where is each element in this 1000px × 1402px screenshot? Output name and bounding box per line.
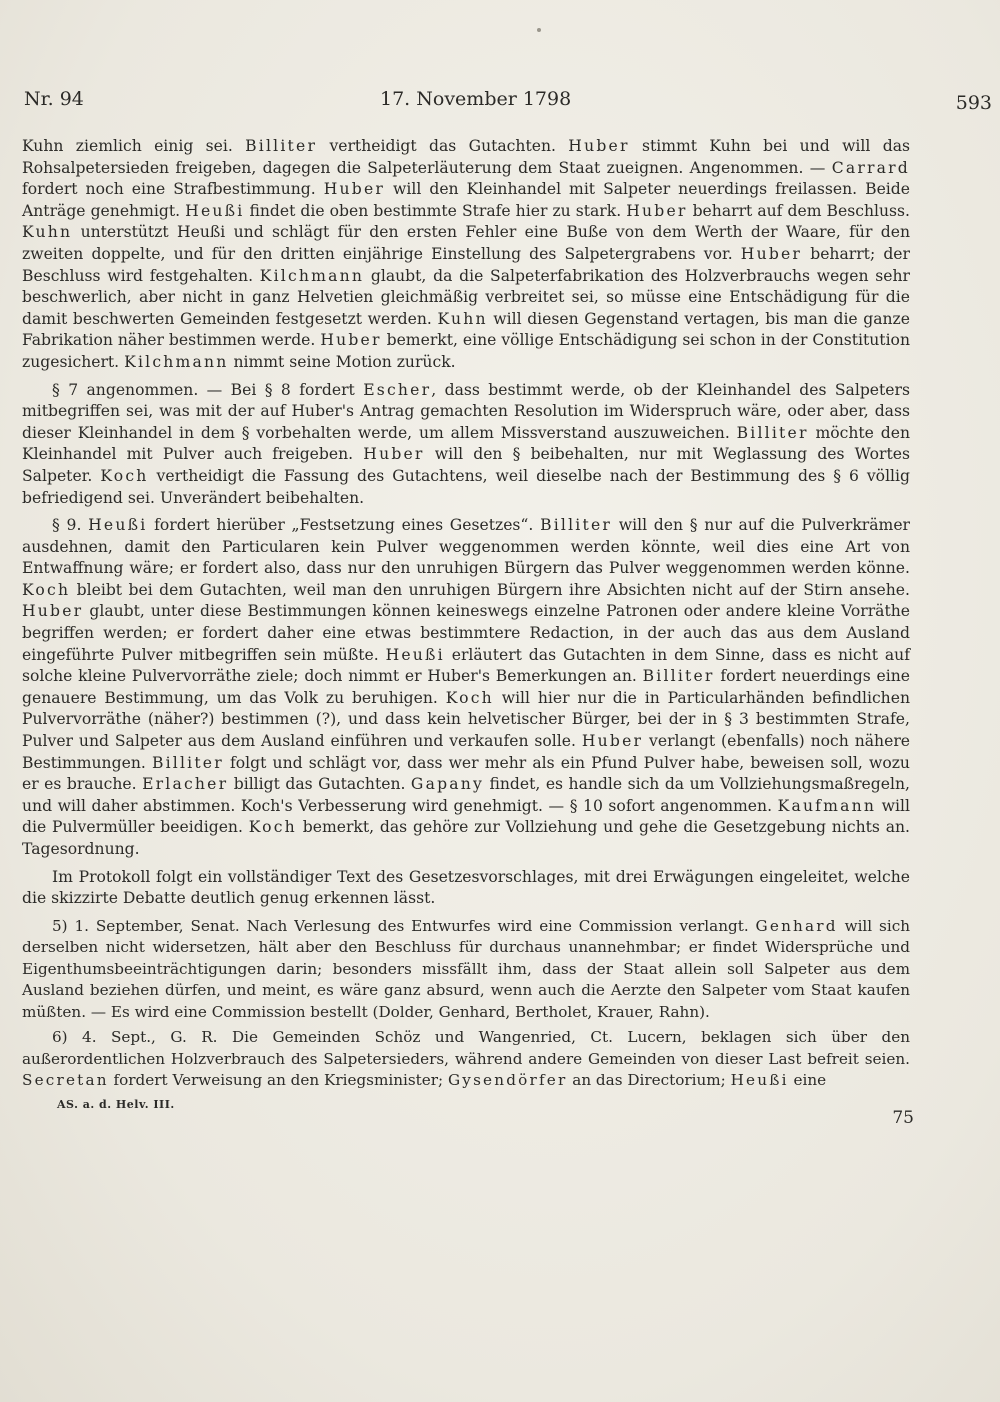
speaker-name: Billiter bbox=[540, 516, 613, 535]
footnote bbox=[22, 916, 910, 1024]
ink-speck bbox=[537, 28, 541, 32]
speaker-name: Huber bbox=[320, 331, 382, 350]
text-run: stimmt Kuhn bei und will das Rohsalpetersieden freigeben, dagegen die Salpeterläuterung dem Staat zueignen. Angenommen. — bbox=[22, 137, 910, 177]
text-run: 5) 1. September, Senat. Nach Verlesung des Entwurfes wird eine Commission verlangt. bbox=[52, 916, 756, 935]
text-run: bemerkt, das gehöre zur Vollziehung und gehe die Gesetzgebung nichts an. Tagesordnung. bbox=[22, 818, 910, 858]
text-run: vertheidigt die Fassung des Gutachtens, weil dieselbe nach der Bestimmung des § 6 völlig befriedigend sei. Unverändert beibehalten. bbox=[22, 466, 911, 507]
text-run: fordert neuerdings eine genauere Bestimmung, um das Volk zu beruhigen. bbox=[22, 667, 910, 707]
text-run: unterstützt Heußi und schlägt für den ersten Fehler eine Buße von dem Werth der Waare, für den zweiten doppelte, und für den dritten einjährige Einstellung des Salpetergrabens vor. bbox=[22, 223, 910, 263]
speaker-name: Heußi bbox=[88, 516, 148, 535]
text-run: § 7 angenommen. — Bei § 8 fordert bbox=[52, 380, 364, 399]
speaker-name: Huber bbox=[581, 732, 644, 751]
footnotes bbox=[22, 916, 910, 1092]
text-run: erläutert das Gutachten in dem Sinne, dass es nicht auf solche kleine Pulvervorräthe ziele; doch nimmt er Huber's Bemerkungen an. bbox=[22, 645, 911, 686]
speaker-name: Kilchmann bbox=[259, 266, 365, 285]
speaker-name: Secretan bbox=[22, 1071, 109, 1090]
text-run: will hier nur die in Particularhänden befindlichen Pulvervorräthe (näher?) bestimmen (?), und dass kein helvetischer Bürger, bei der in § 3 bestimmten Strafe, Pulver und Salpeter aus dem Ausland einführen und verkaufen solle. bbox=[22, 688, 910, 751]
speaker-name: Carrard bbox=[831, 158, 910, 177]
speaker-name: Huber bbox=[363, 445, 425, 464]
sheet-number: 75 bbox=[892, 1107, 914, 1128]
text-run: folgt und schlägt vor, dass wer mehr als ein Pfund Pulver habe, beweisen soll, wozu er es brauche. bbox=[22, 753, 910, 794]
speaker-name: Heußi bbox=[185, 201, 245, 220]
text-run: will den § nur auf die Pulverkrämer ausdehnen, damit den Particularen kein Pulver weggenommen werden könnte, weil dies eine Art von Entwaffnung wäre; er fordert also, dass nur den unruhigen Bürgern das Pulver weggenommen werden könne. bbox=[22, 516, 910, 578]
text-run: billigt das Gutachten. bbox=[228, 775, 411, 794]
signature-mark: AS. a. d. Helv. III. bbox=[57, 1097, 175, 1111]
text-run: will den § beibehalten, nur mit Weglassung des Wortes Salpeter. bbox=[22, 445, 910, 485]
speaker-name: Kuhn bbox=[437, 309, 488, 328]
speaker-name: Escher bbox=[363, 380, 432, 399]
speaker-name: Heußi bbox=[385, 645, 445, 664]
text-run: bleibt bei dem Gutachten, weil man den unruhigen Bürgern ihre Absichten nicht auf der Stirn ansehe. bbox=[70, 580, 910, 599]
speaker-name: Koch bbox=[248, 818, 297, 837]
speaker-name: Gapany bbox=[410, 775, 485, 794]
speaker-name: Huber bbox=[568, 137, 630, 155]
speaker-name: Erlacher bbox=[142, 775, 229, 794]
text-run: § 9. bbox=[52, 516, 89, 535]
text-run: beharrt; der Beschluss wird festgehalten. bbox=[22, 244, 910, 285]
text-run: will sich derselben nicht widersetzen, hält aber den Beschluss für durchaus unannehmbar; er findet Widersprüche und Eigenthumsbeeinträchtigungen darin; besonders missfällt ihm, dass der Staat allein soll Salpeter aus dem Ausland beziehen dürfen, und meint, es wäre ganz absurd, wenn auch die Aerzte den Salpeter vom Staat kaufen müßten. — Es wird eine Commission bestellt (Dolder, Genhard, Bertholet, Krauer, Rahn). bbox=[22, 916, 910, 1021]
text-run: will die Pulvermüller beeidigen. bbox=[22, 796, 910, 837]
text-run: bemerkt, eine völlige Entschädigung sei schon in der Constitution zugesichert. bbox=[22, 331, 910, 371]
text-run: beharrt auf dem Beschluss. bbox=[687, 201, 911, 220]
speaker-name: Billiter bbox=[151, 753, 224, 772]
page-number: 593 bbox=[955, 92, 992, 114]
text-run: will diesen Gegenstand vertagen, bis man die ganze Fabrikation näher bestimmen werde. bbox=[22, 309, 911, 350]
text-run: an das Directorium; bbox=[567, 1071, 731, 1090]
speaker-name: Kilchmann bbox=[124, 352, 229, 371]
running-header bbox=[22, 88, 992, 118]
footnote bbox=[22, 1027, 910, 1092]
text-run: Kuhn ziemlich einig sei. bbox=[22, 137, 246, 155]
body-text bbox=[22, 136, 910, 910]
text-run: , dass bestimmt werde, ob der Kleinhandel des Salpeters mitbegriffen sei, was mit der auf Huber's Antrag gemachten Resolution im Widerspruch wäre, oder aber, dass dieser Kleinhandel in dem § vorbehalten werde, um allem Missverstand auszuweichen. bbox=[22, 380, 910, 442]
paragraph bbox=[22, 515, 910, 861]
document-number: Nr. 94 bbox=[24, 88, 84, 110]
text-run: glaubt, da die Salpeterfabrikation des Holzverbrauchs wegen sehr beschwerlich, aber nicht in ganz Helvetien gleichmäßig verbreitet sei, so müsse eine Entschädigung für die damit beschwerten Gemeinden festgesetzt werden. bbox=[22, 266, 911, 328]
text-run: fordert noch eine Strafbestimmung. bbox=[22, 180, 324, 199]
text-run: nimmt seine Motion zurück. bbox=[228, 352, 456, 371]
speaker-name: Heußi bbox=[730, 1071, 789, 1090]
speaker-name: Huber bbox=[740, 244, 803, 263]
speaker-name: Gysendörfer bbox=[447, 1071, 568, 1090]
speaker-name: Koch bbox=[22, 580, 71, 599]
speaker-name: Huber bbox=[626, 201, 688, 220]
speaker-name: Huber bbox=[323, 180, 386, 199]
text-run: Im Protokoll folgt ein vollständiger Text des Gesetzesvorschlages, mit drei Erwägungen eingeleitet, welche die skizzirte Debatte deutlich genug erkennen lässt. bbox=[22, 867, 910, 908]
speaker-name: Huber bbox=[22, 602, 84, 621]
speaker-name: Koch bbox=[445, 688, 494, 707]
text-run: will den Kleinhandel mit Salpeter neuerdings freilassen. Beide Anträge genehmigt. bbox=[22, 180, 910, 220]
text-run: fordert hierüber „Festsetzung eines Gesetzes“. bbox=[147, 516, 541, 535]
speaker-name: Kaufmann bbox=[777, 796, 877, 815]
text-run: vertheidigt das Gutachten. bbox=[317, 137, 569, 155]
text-run: eine bbox=[788, 1071, 827, 1090]
page-footer bbox=[22, 1097, 914, 1138]
paragraph bbox=[22, 136, 910, 374]
paragraph bbox=[22, 867, 910, 910]
text-run: findet die oben bestimmte Strafe hier zu stark. bbox=[244, 201, 627, 220]
text-run: findet, es handle sich da um Vollziehungsmaßregeln, und will daher abstimmen. Koch's Verbesserung wird genehmigt. — § 10 sofort angenommen. bbox=[22, 775, 910, 815]
speaker-name: Kuhn bbox=[22, 223, 73, 242]
speaker-name: Billiter bbox=[736, 423, 809, 442]
text-run: 6) 4. Sept., G. R. Die Gemeinden Schöz und Wangenried, Ct. Lucern, beklagen sich über den außerordentlichen Holzverbrauch des Salpetersieders, während andere Gemeinden von dieser Last befreit seien. bbox=[22, 1028, 910, 1068]
speaker-name: Koch bbox=[100, 466, 149, 485]
text-run: möchte den Kleinhandel mit Pulver auch freigeben. bbox=[22, 423, 910, 464]
text-run: glaubt, unter diese Bestimmungen können keineswegs einzelne Patronen oder andere kleine Vorräthe begriffen werden; er fordert daher eine etwas bestimmtere Redaction, in der auch das aus dem Ausland eingeführte Pulver mitbegriffen sein müßte. bbox=[22, 602, 910, 664]
speaker-name: Billiter bbox=[642, 667, 715, 686]
text-run: verlangt (ebenfalls) noch nähere Bestimmungen. bbox=[22, 732, 910, 772]
speaker-name: Billiter bbox=[245, 137, 318, 155]
text-run: fordert Verweisung an den Kriegsminister; bbox=[108, 1071, 448, 1090]
speaker-name: Genhard bbox=[755, 916, 838, 935]
paragraph bbox=[22, 380, 910, 510]
header-date: 17. November 1798 bbox=[380, 88, 572, 110]
